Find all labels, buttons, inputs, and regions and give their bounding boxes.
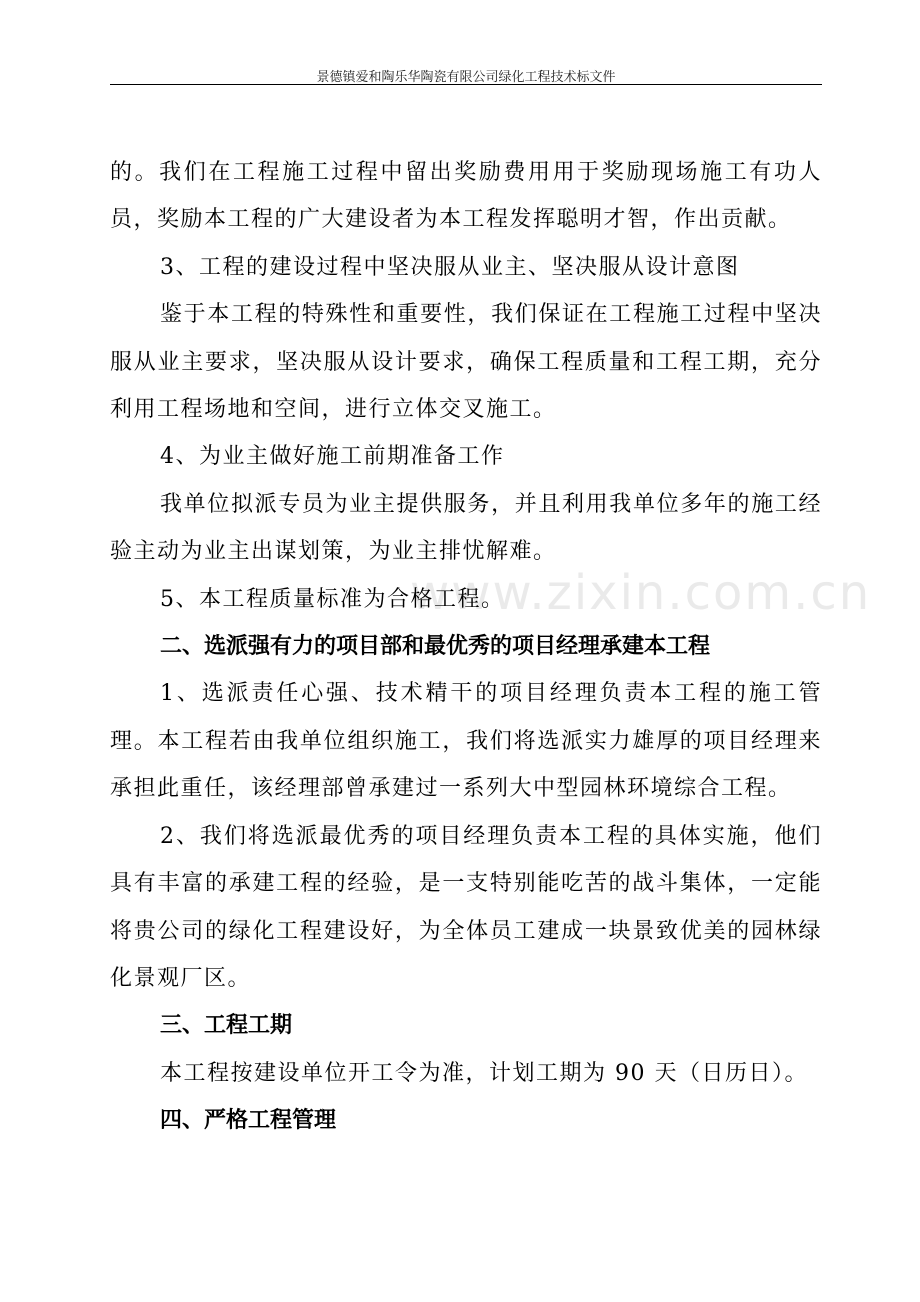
item-3-heading: 3、工程的建设过程中坚决服从业主、坚决服从设计意图 xyxy=(160,254,740,280)
section-4-heading: 四、严格工程管理 xyxy=(160,1108,337,1134)
paragraph-project-manager: 1、选派责任心强、技术精干的项目经理负责本工程的施工管理。本工程若由我单位组织施工，我们将选派实力雄厚的项目经理来承担此重任，该经理部曾承建过一系列大中型园林环境综合工程。 xyxy=(110,681,822,802)
paragraph-schedule: 本工程按建设单位开工令为准，计划工期为 90 天（日历日）。 xyxy=(160,1060,808,1086)
item-5-quality: 5、本工程质量标准为合格工程。 xyxy=(160,586,505,612)
paragraph-service: 我单位拟派专员为业主提供服务，并且利用我单位多年的施工经验主动为业主出谋划策，为业主排忧解难。 xyxy=(110,491,822,565)
watermark-text: www.zixin.com.cn xyxy=(410,565,872,621)
document-body xyxy=(110,149,822,1145)
header-divider xyxy=(110,84,822,85)
section-2-heading: 二、选派强有力的项目部和最优秀的项目经理承建本工程 xyxy=(160,634,711,660)
section-3-heading: 三、工程工期 xyxy=(160,1013,293,1039)
paragraph-best-manager: 2、我们将选派最优秀的项目经理负责本工程的具体实施，他们具有丰富的承建工程的经验，是一支特别能吃苦的战斗集体，一定能将贵公司的绿化工程建设好，为全体员工建成一块景致优美的园林绿化景观厂区。 xyxy=(110,823,822,991)
item-4-heading: 4、为业主做好施工前期准备工作 xyxy=(160,444,505,470)
paragraph-reward: 的。我们在工程施工过程中留出奖励费用用于奖励现场施工有功人员，奖励本工程的广大建设者为本工程发挥聪明才智，作出贡献。 xyxy=(110,160,822,233)
paragraph-obey-design: 鉴于本工程的特殊性和重要性，我们保证在工程施工过程中坚决服从业主要求，坚决服从设计要求，确保工程质量和工程工期，充分利用工程场地和空间，进行立体交叉施工。 xyxy=(110,302,822,423)
page-header: 景德镇爱和陶乐华陶瓷有限公司绿化工程技术标文件 xyxy=(316,70,616,85)
